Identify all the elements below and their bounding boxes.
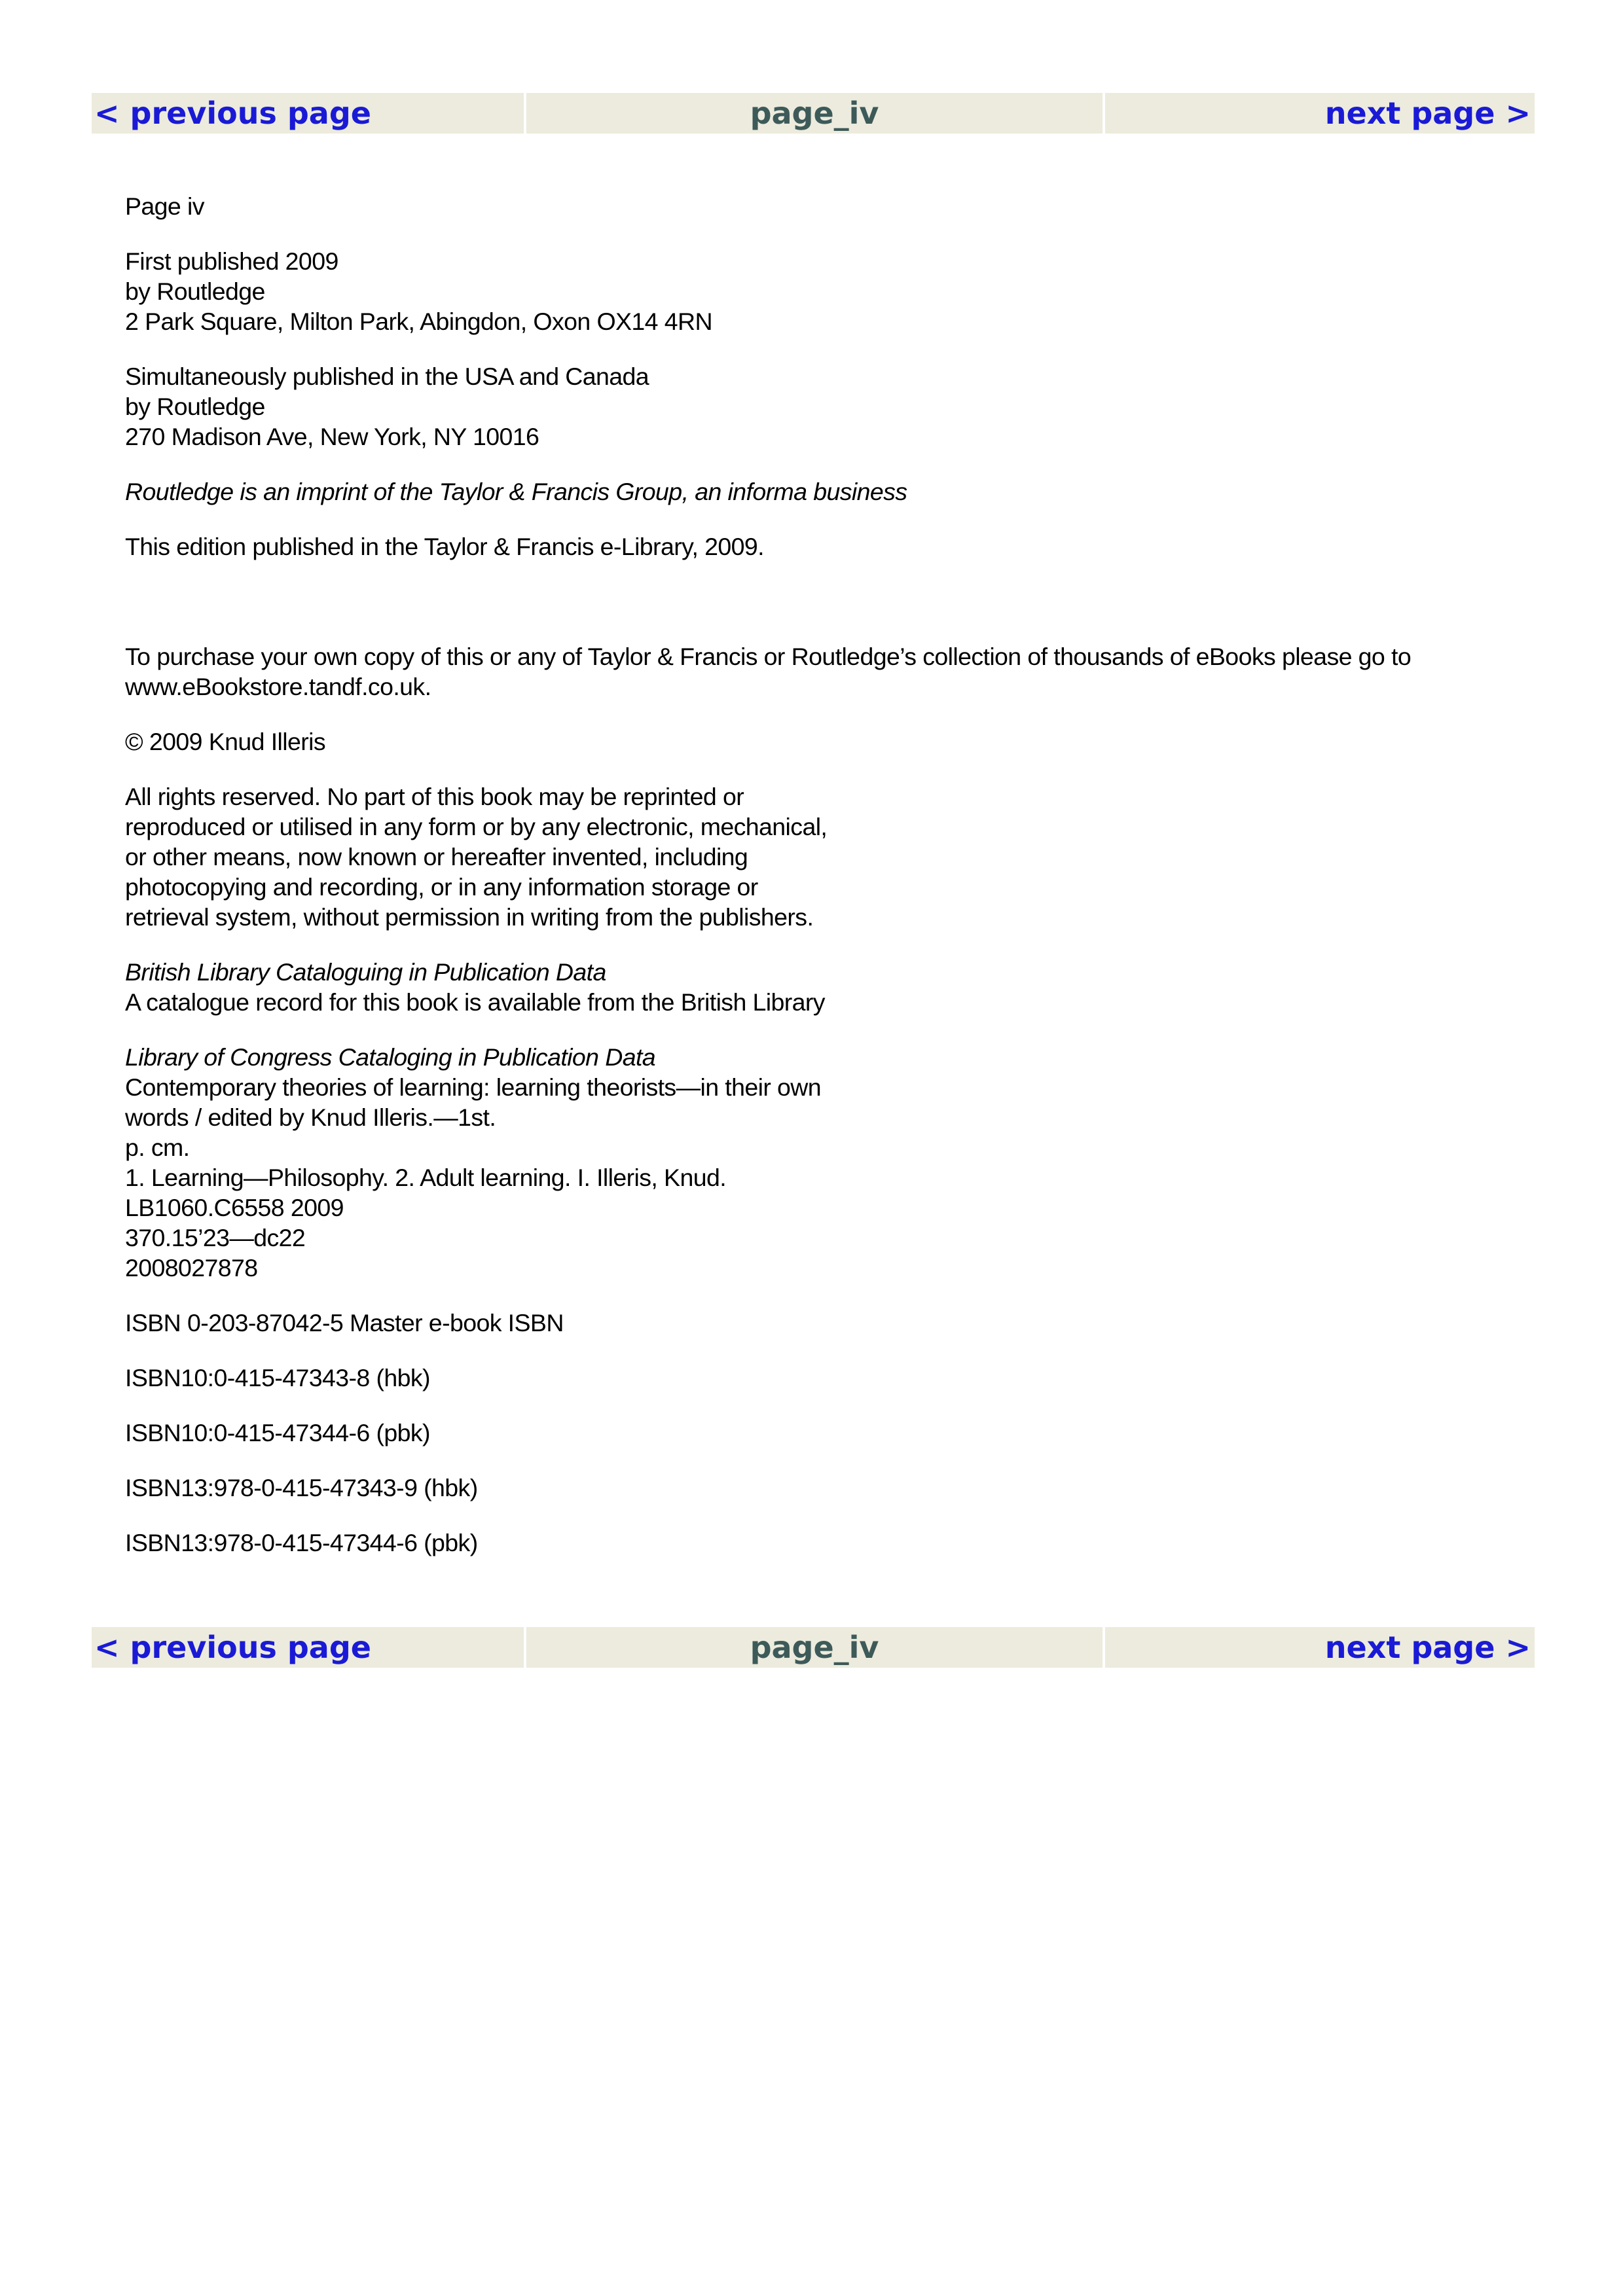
cataloging-line: 2008027878 xyxy=(125,1254,258,1282)
copyright-notice: © 2009 Knud Illeris xyxy=(125,728,325,755)
rights-reserved-line: retrieval system, without permission in writing from the publishers. xyxy=(125,903,814,931)
page-heading: Page iv xyxy=(125,192,204,220)
previous-page-link[interactable]: < previous page xyxy=(92,93,524,134)
copyright-page-content xyxy=(125,191,1526,1583)
british-library-text: A catalogue record for this book is available from the British Library xyxy=(125,988,825,1016)
first-published-line: First published 2009 xyxy=(125,247,338,275)
isbn10-pbk: ISBN10:0-415-47344-6 (pbk) xyxy=(125,1419,430,1446)
rights-reserved-line: reproduced or utilised in any form or by any electronic, mechanical, xyxy=(125,813,828,840)
library-of-congress-block xyxy=(125,1042,1526,1283)
isbn13-pbk: ISBN13:978-0-415-47344-6 (pbk) xyxy=(125,1529,478,1556)
first-published-address: 2 Park Square, Milton Park, Abingdon, Oxon OX14 4RN xyxy=(125,308,712,335)
british-library-heading: British Library Cataloguing in Publication Data xyxy=(125,958,606,986)
rights-reserved-block xyxy=(125,781,1526,932)
cataloging-line: 1. Learning—Philosophy. 2. Adult learning. I. Illeris, Knud. xyxy=(125,1164,727,1191)
isbn10-hbk: ISBN10:0-415-47343-8 (hbk) xyxy=(125,1364,430,1391)
bottom-navigation-bar xyxy=(92,1627,1537,1668)
cataloging-line: 370.15’23—dc22 xyxy=(125,1224,306,1251)
first-published-publisher: by Routledge xyxy=(125,278,265,305)
isbn-master-ebook: ISBN 0-203-87042-5 Master e-book ISBN xyxy=(125,1309,564,1336)
purchase-note-line: To purchase your own copy of this or any of Taylor & Francis or Routledge’s collection of thousands of eBooks please go to xyxy=(125,643,1412,670)
page-indicator: page_iv xyxy=(526,93,1103,134)
previous-page-link[interactable]: < previous page xyxy=(92,1627,524,1668)
next-page-link[interactable]: next page > xyxy=(1105,93,1535,134)
top-navigation-bar xyxy=(92,93,1537,134)
first-published-block xyxy=(125,246,1526,336)
cataloging-line: p. cm. xyxy=(125,1134,190,1161)
page-indicator: page_iv xyxy=(526,1627,1103,1668)
british-library-block xyxy=(125,957,1526,1017)
purchase-note xyxy=(125,641,1526,702)
rights-reserved-line: or other means, now known or hereafter invented, including xyxy=(125,843,748,870)
simultaneously-published-address: 270 Madison Ave, New York, NY 10016 xyxy=(125,423,539,450)
simultaneously-published-block xyxy=(125,361,1526,452)
rights-reserved-line: All rights reserved. No part of this book may be reprinted or xyxy=(125,783,744,810)
cataloging-line: Contemporary theories of learning: learning theorists—in their own xyxy=(125,1073,822,1101)
library-of-congress-heading: Library of Congress Cataloging in Publication Data xyxy=(125,1043,656,1071)
cataloging-line: LB1060.C6558 2009 xyxy=(125,1194,344,1221)
imprint-note: Routledge is an imprint of the Taylor & Francis Group, an informa business xyxy=(125,478,907,505)
next-page-link[interactable]: next page > xyxy=(1105,1627,1535,1668)
isbn13-hbk: ISBN13:978-0-415-47343-9 (hbk) xyxy=(125,1474,478,1501)
simultaneously-published-line: Simultaneously published in the USA and Canada xyxy=(125,363,649,390)
edition-note: This edition published in the Taylor & Francis e-Library, 2009. xyxy=(125,533,764,560)
blank-spacer xyxy=(125,586,1526,641)
cataloging-line: words / edited by Knud Illeris.—1st. xyxy=(125,1103,496,1131)
ebookstore-url: www.eBookstore.tandf.co.uk. xyxy=(125,673,431,700)
rights-reserved-line: photocopying and recording, or in any information storage or xyxy=(125,873,758,901)
simultaneously-published-publisher: by Routledge xyxy=(125,393,265,420)
